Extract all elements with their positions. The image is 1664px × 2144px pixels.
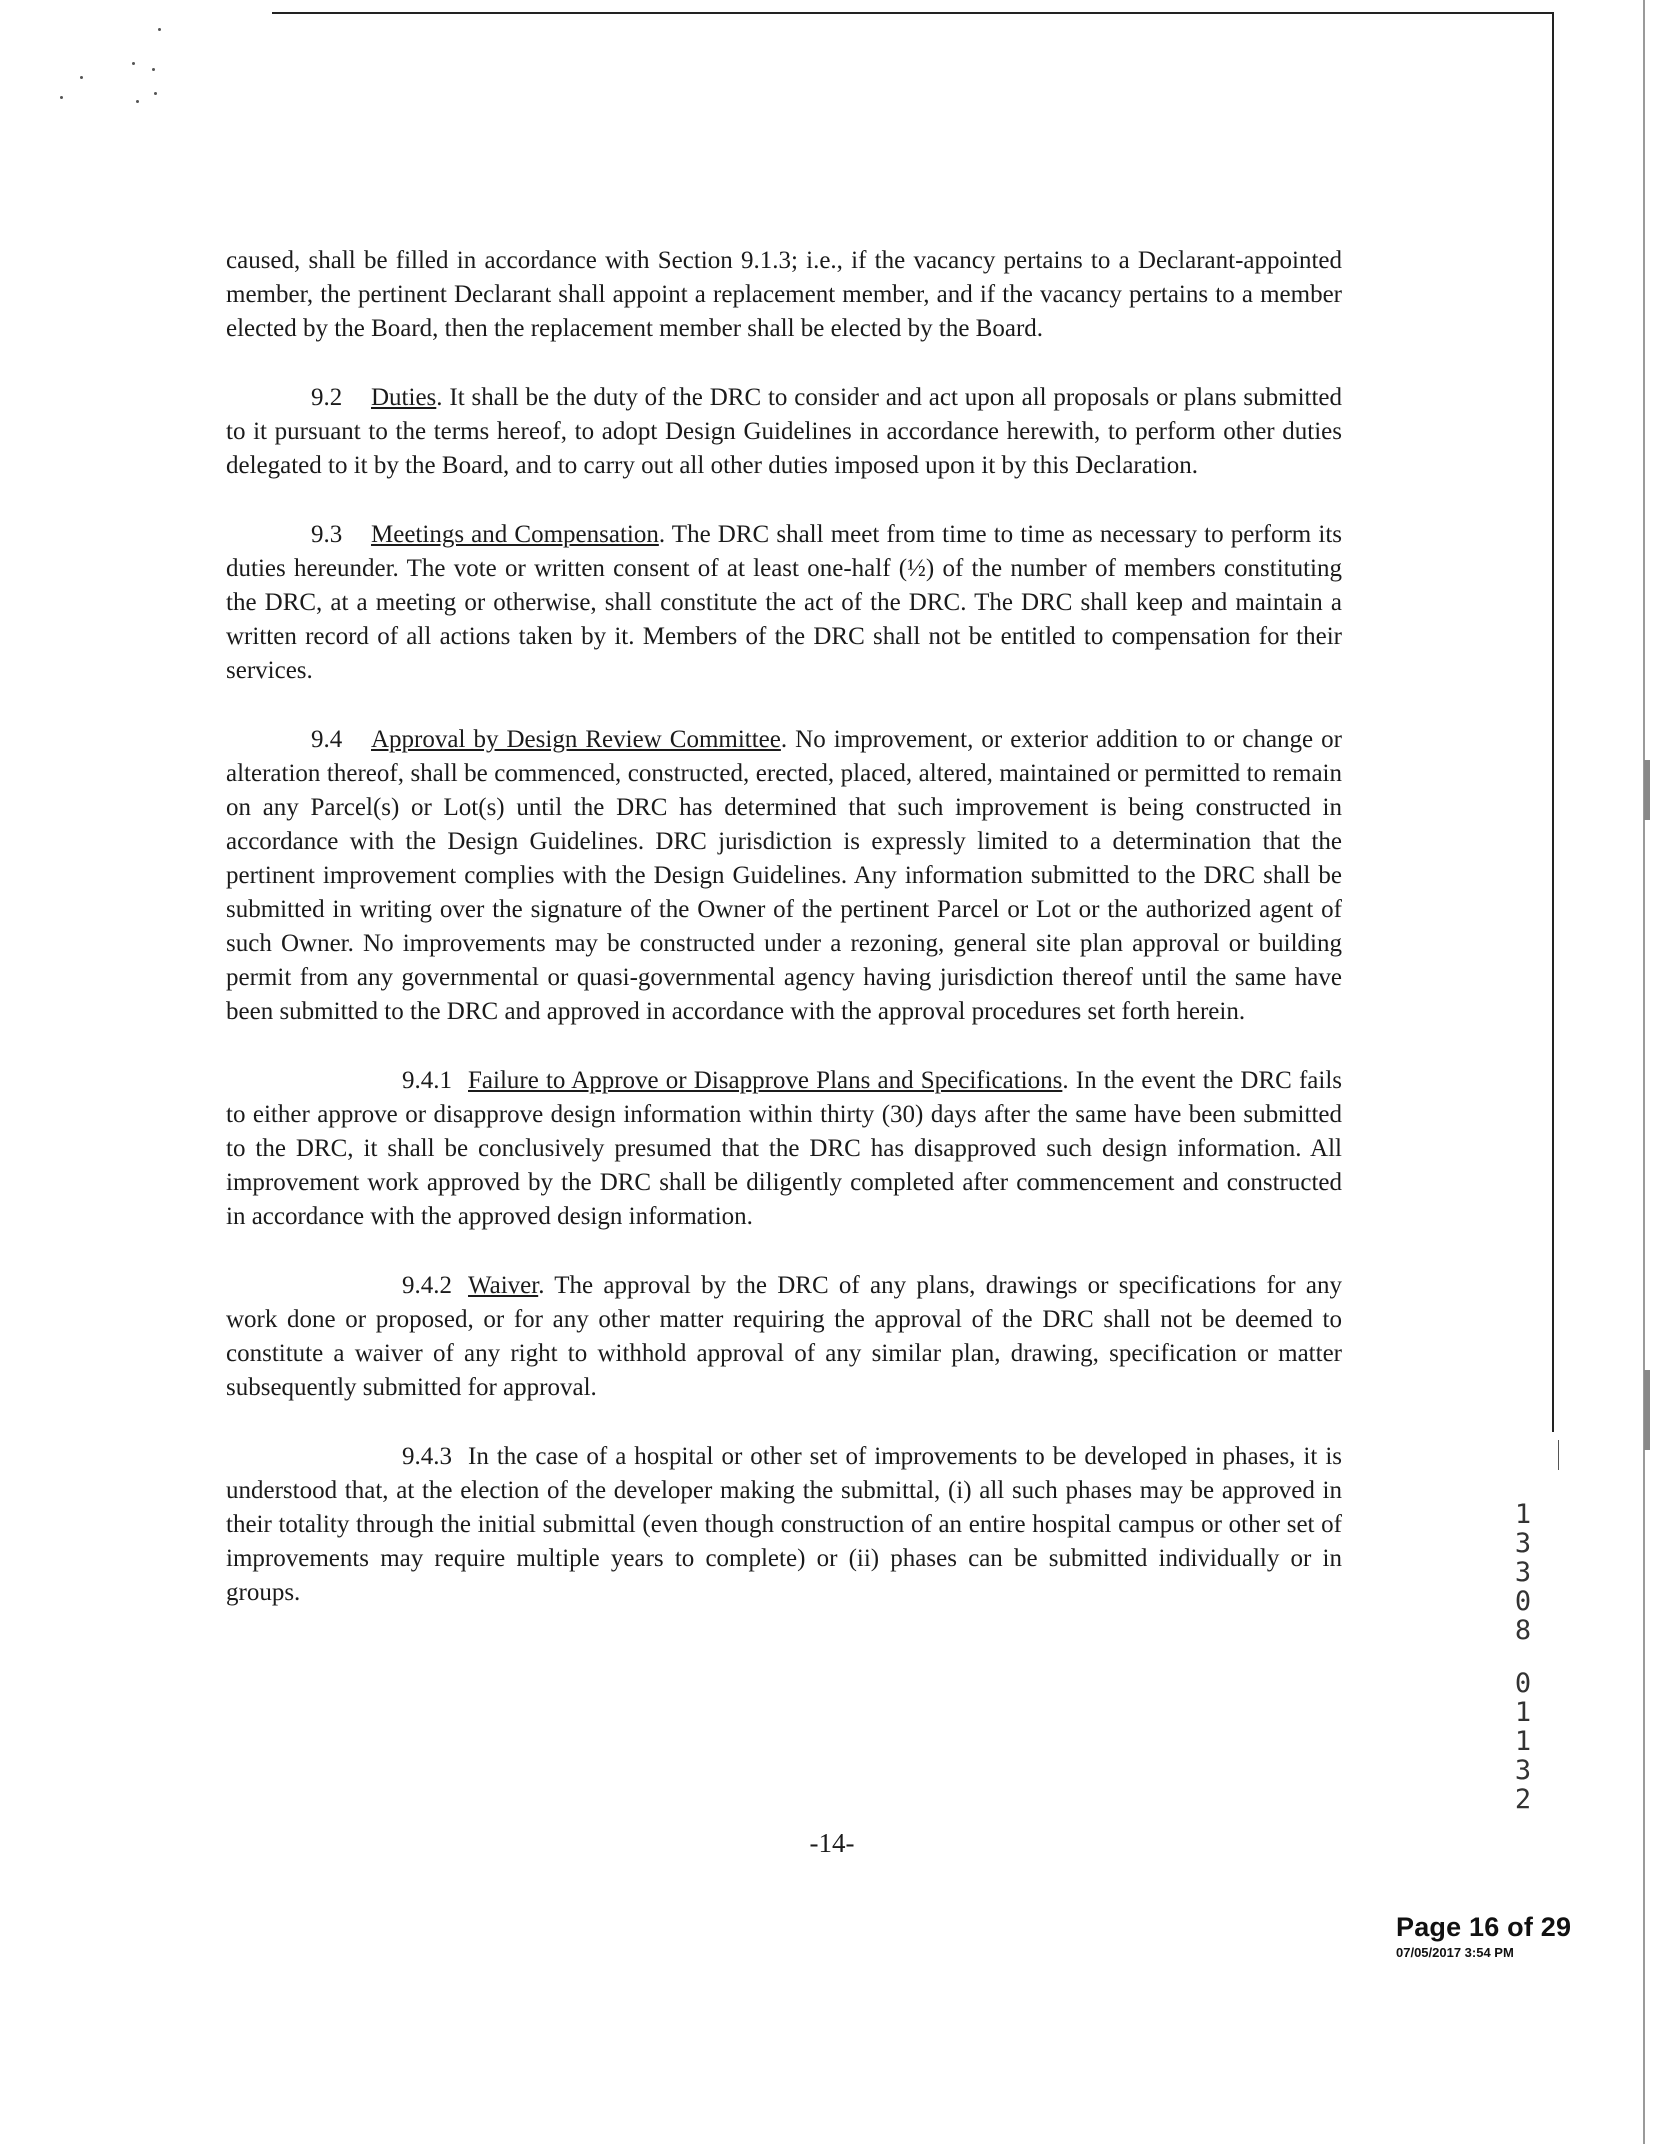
section-9-3 bbox=[226, 518, 1342, 688]
section-text: In the case of a hospital or other set of improvements to be developed in phases, it is understood that, at the election of the developer making the submittal, (i) all such phases may be approved in their totality through the initial submittal (even though construction of an entire hospital campus or other set of improvements may require multiple years to complete) or (ii) phases can be submitted individually or in groups. bbox=[226, 1443, 1342, 1606]
stamp-digit: 1 bbox=[1514, 1697, 1532, 1728]
scan-speck bbox=[158, 28, 161, 31]
scan-speck bbox=[132, 62, 135, 65]
page-number: -14- bbox=[809, 1828, 855, 1858]
section-heading: Duties bbox=[371, 384, 437, 411]
stamp-digit: 0 bbox=[1514, 1586, 1532, 1617]
section-9-4-2 bbox=[226, 1269, 1342, 1405]
section-number: 9.4.1 bbox=[402, 1067, 452, 1094]
section-9-2 bbox=[226, 381, 1342, 483]
stamp-digit: 8 bbox=[1514, 1615, 1532, 1646]
stamp-digit: 1 bbox=[1514, 1499, 1532, 1530]
section-9-4 bbox=[226, 723, 1342, 1029]
section-text: . The DRC shall meet from time to time as necessary to perform its duties hereunder. The vote or written consent of at least one-half (½) of the number of members constituting the DRC, at a meeting or otherwise, shall constitute the act of the DRC. The DRC shall keep and maintain a written record of all actions taken by it. Members of the DRC shall not be entitled to compensation for their services. bbox=[226, 521, 1343, 684]
document-body bbox=[226, 244, 1342, 1645]
scan-speck bbox=[152, 68, 155, 71]
stamp-digit: 3 bbox=[1514, 1557, 1532, 1588]
recording-stamp bbox=[1508, 1500, 1538, 1814]
stamp-digit: 3 bbox=[1514, 1528, 1532, 1559]
scan-speck bbox=[136, 100, 139, 103]
paragraph-continuation: caused, shall be filled in accordance with Section 9.1.3; i.e., if the vacancy pertains to a Declarant-appointed member, the pertinent Declarant shall appoint a replacement member, and if the vacancy pertains to a member elected by the Board, then the replacement member shall be elected by the Board. bbox=[226, 247, 1342, 342]
section-heading: Approval by Design Review Committee bbox=[371, 726, 781, 753]
section-heading: Meetings and Compensation bbox=[371, 521, 659, 548]
section-heading: Waiver bbox=[468, 1272, 539, 1299]
section-9-4-1 bbox=[226, 1064, 1342, 1234]
scan-top-border bbox=[272, 12, 1554, 14]
section-text: . It shall be the duty of the DRC to consider and act upon all proposals or plans submitted to it pursuant to the terms hereof, to adopt Design Guidelines in accordance herewith, to perform other duties delegated to it by the Board, and to carry out all other duties imposed upon it by this Declaration. bbox=[226, 384, 1342, 479]
scan-speck bbox=[80, 76, 83, 79]
stamp-digit: 2 bbox=[1514, 1784, 1532, 1815]
scan-right-border bbox=[1552, 12, 1554, 1432]
scan-edge-line bbox=[1643, 0, 1645, 2144]
section-text: . The approval by the DRC of any plans, drawings or specifications for any work done or proposed, or for any other matter requiring the approval of the DRC shall not be deemed to constitute a waiver of any right to withhold approval of any similar plan, drawing, specification or matter subsequently submitted for approval. bbox=[226, 1272, 1342, 1401]
section-9-4-3 bbox=[226, 1440, 1342, 1610]
stamp-digit: 3 bbox=[1514, 1755, 1532, 1786]
scan-right-border-fragment bbox=[1558, 1440, 1559, 1470]
scan-edge-mark bbox=[1644, 760, 1650, 820]
stamp-gap bbox=[1508, 1645, 1538, 1669]
section-heading: Failure to Approve or Disapprove Plans and Specifications bbox=[468, 1067, 1063, 1094]
section-number: 9.4 bbox=[311, 726, 343, 753]
stamp-digit: 0 bbox=[1514, 1668, 1532, 1699]
section-number: 9.4.3 bbox=[402, 1443, 452, 1470]
page-count-label: Page 16 of 29 bbox=[1396, 1912, 1572, 1942]
page-footer bbox=[1396, 1912, 1571, 1960]
scan-speck bbox=[60, 96, 63, 99]
section-text: . In the event the DRC fails to either approve or disapprove design information within thirty (30) days after the same have been submitted to the DRC, it shall be conclusively presumed that the DRC has disapproved such design information. All improvement work approved by the DRC shall be diligently completed after commencement and constructed in accordance with the approved design information. bbox=[226, 1067, 1342, 1230]
scan-edge-mark bbox=[1644, 1370, 1650, 1450]
print-timestamp: 07/05/2017 3:54 PM bbox=[1396, 1945, 1514, 1960]
section-number: 9.3 bbox=[311, 521, 343, 548]
section-text: . No improvement, or exterior addition to or change or alteration thereof, shall be commenced, constructed, erected, placed, altered, maintained or permitted to remain on any Parcel(s) or Lot(s) until the DRC has determined that such improvement is being constructed in accordance with the Design Guidelines. DRC jurisdiction is expressly limited to a determination that the pertinent improvement complies with the Design Guidelines. Any information submitted to the DRC shall be submitted in writing over the signature of the Owner of the pertinent Parcel or Lot or the authorized agent of such Owner. No improvements may be constructed under a rezoning, general site plan approval or building permit from any governmental or quasi-governmental agency having jurisdiction thereof until the same have been submitted to the DRC and approved in accordance with the approval procedures set forth herein. bbox=[226, 726, 1343, 1025]
section-number: 9.4.2 bbox=[402, 1272, 452, 1299]
stamp-digit: 1 bbox=[1514, 1726, 1532, 1757]
section-number: 9.2 bbox=[311, 384, 343, 411]
scan-speck bbox=[154, 92, 157, 95]
